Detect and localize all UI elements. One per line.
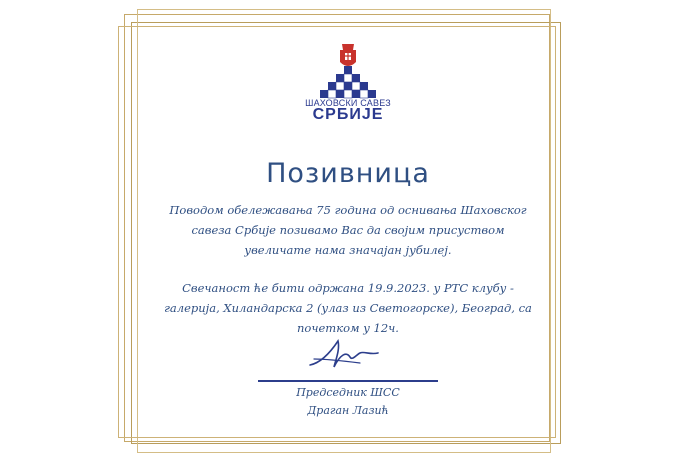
logo-text-line1: ШАХОВСКИ САВЕЗ xyxy=(305,98,391,108)
signature-icon xyxy=(300,335,390,375)
logo-text-line2: СРБИЈЕ xyxy=(312,106,384,123)
signatory-name: Драган Лазић xyxy=(307,404,389,417)
signature-line xyxy=(258,380,438,382)
invitation-title: Позивница xyxy=(266,158,430,190)
invitation-paragraph-2: Свечаност ће бити одржана 19.9.2023. у РТС клубу - галерија, Хиландарска 2 (улаз из Светогорске), Београд, са почетком у 12ч. xyxy=(164,281,532,335)
invitation-paragraph-1: Поводом обележавања 75 година од оснивања Шаховског савеза Србије позивамо Вас да својим присуством увеличате нама значајан јубилеј. xyxy=(169,203,527,257)
signatory-title: Председник ШСС xyxy=(296,386,400,399)
